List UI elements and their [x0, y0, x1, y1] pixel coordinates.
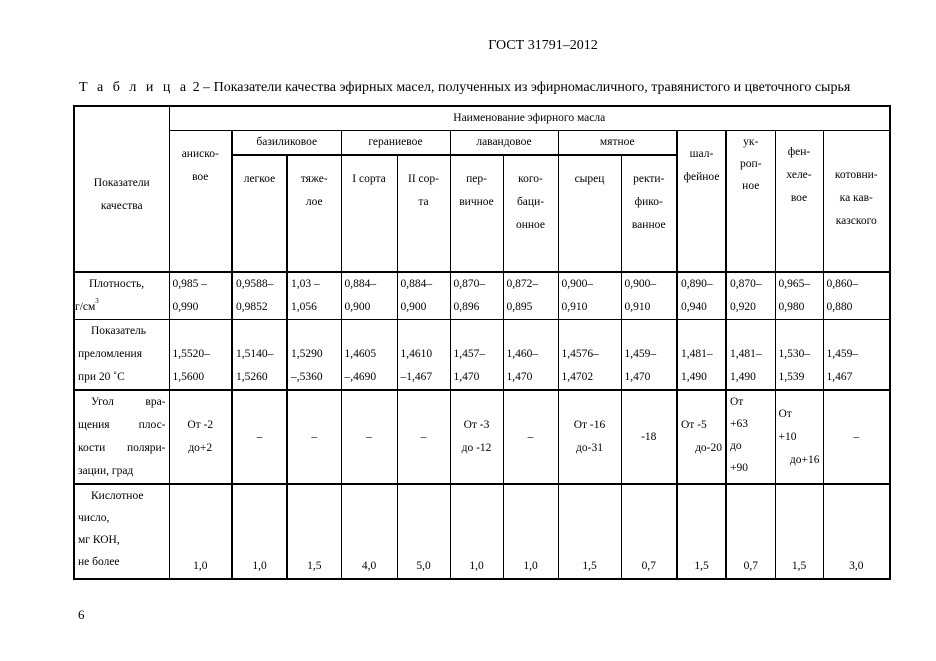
- header-fennel: [775, 131, 823, 273]
- cell-line: 1,03 –: [291, 278, 320, 290]
- subheader-geranium-2: [397, 155, 450, 272]
- label-line: кости поляри-: [78, 442, 166, 454]
- cell-line: –,4690: [344, 371, 377, 383]
- cell-line: 0,880: [826, 301, 853, 313]
- header-line: пер-: [466, 173, 487, 185]
- table-cell: [775, 390, 823, 484]
- header-line: II сор-: [408, 173, 439, 185]
- cell-line: 1,470: [453, 371, 480, 383]
- table-cell: 5,0: [397, 484, 450, 579]
- cell-line: 1,467: [826, 371, 853, 383]
- header-line: фен-: [787, 146, 811, 158]
- table-cell: [558, 272, 621, 320]
- table-cell: 1,0: [450, 484, 503, 579]
- header-line: фейное: [683, 171, 720, 183]
- table-cell: 1,5: [287, 484, 341, 579]
- label-line: Плотность,: [89, 278, 145, 290]
- subheader-basil-light: [232, 155, 287, 272]
- label-line: преломления: [78, 348, 142, 360]
- cell-line: От -3: [463, 419, 490, 431]
- table-cell: [397, 320, 450, 391]
- cell-line: +90: [730, 462, 748, 474]
- header-line: ка кав-: [839, 192, 873, 204]
- table-cell: [169, 272, 232, 320]
- header-line: фико-: [634, 196, 663, 208]
- cell-line: –1,467: [400, 371, 433, 383]
- header-line: хеле-: [786, 169, 812, 181]
- label-line: Показатель: [91, 325, 147, 337]
- header-line: ное: [742, 180, 760, 192]
- table-cell: –: [232, 390, 287, 484]
- cell-line: 0,9852: [236, 301, 268, 313]
- cell-line: +63: [730, 418, 748, 430]
- table-cell: 1,0: [232, 484, 287, 579]
- page-number: 6: [78, 607, 85, 622]
- cell-line: От -16: [573, 419, 606, 431]
- subheader-lavender-cohobation: [503, 155, 558, 272]
- table-caption: [79, 80, 850, 96]
- header-line: роп-: [740, 158, 762, 170]
- cell-line: 0,940: [681, 301, 707, 313]
- header-line: онное: [515, 219, 546, 231]
- cell-line: 0,910: [561, 301, 588, 313]
- table-cell: [450, 272, 503, 320]
- cell-line: 0,900: [344, 301, 371, 313]
- cell-line: 1,5520–: [172, 348, 210, 360]
- table-cell: 1,5: [775, 484, 823, 579]
- superscript: 3: [95, 297, 99, 305]
- header-line: казского: [835, 215, 877, 227]
- table-row-optical-rotation: [74, 390, 890, 484]
- label-line: Угол вра-: [91, 396, 166, 408]
- header-line: вое: [790, 192, 808, 204]
- cell-line: 0,870–: [730, 278, 762, 290]
- cell-line: 1,530–: [778, 348, 811, 360]
- header-line: баци-: [516, 196, 545, 208]
- cell-line: От: [778, 407, 792, 420]
- header-line: вое: [192, 171, 209, 183]
- table-cell: –: [341, 390, 397, 484]
- table-cell: [621, 320, 677, 391]
- label-line: зации, град: [78, 465, 134, 477]
- caption-text: 2 – Показатели качества эфирных масел, полученных из эфирномасличного, травянистого и цветочного сырья: [189, 80, 851, 95]
- table-cell: 1,5: [677, 484, 726, 579]
- cell-line: 1,459–: [826, 348, 859, 360]
- label-line: число,: [78, 512, 110, 524]
- table-cell: [823, 272, 890, 320]
- label-line: мг КОН,: [78, 534, 120, 546]
- header-line: котовни-: [834, 169, 878, 181]
- cell-line: 0,884–: [400, 278, 433, 290]
- row-label: [74, 320, 169, 391]
- corner-header-line: качества: [100, 200, 143, 212]
- table-cell: [341, 320, 397, 391]
- header-geranium: гераниевое: [341, 131, 450, 156]
- cell-line: 0,985 –: [172, 278, 207, 290]
- cell-line: 1,4576–: [561, 348, 599, 360]
- label-line: Кислотное: [91, 490, 144, 502]
- cell-line: 1,470: [506, 371, 533, 383]
- table-cell: [558, 390, 621, 484]
- header-line: сырец: [574, 173, 605, 185]
- cell-line: 1,5600: [172, 371, 205, 383]
- cell-line: 1,5260: [236, 371, 268, 383]
- cell-line: 0,890–: [681, 278, 713, 290]
- cell-line: 1,481–: [730, 348, 762, 360]
- cell-line: 1,5290: [291, 348, 323, 360]
- header-line: тяже-: [300, 173, 328, 185]
- cell-line: 0,896: [453, 301, 480, 313]
- table-cell: [397, 272, 450, 320]
- row-label: [74, 484, 169, 579]
- header-line: кого-: [518, 173, 543, 185]
- cell-line: 0,980: [778, 301, 805, 313]
- cell-line: до+16: [789, 453, 820, 466]
- cell-line: 0,965–: [778, 278, 811, 290]
- table-cell: [232, 320, 287, 391]
- cell-line: 0,910: [624, 301, 651, 313]
- table-cell: [726, 320, 775, 391]
- table-cell: 0,7: [621, 484, 677, 579]
- table-cell: [775, 272, 823, 320]
- cell-line: 1,4610: [400, 348, 433, 360]
- cell-line: 1,460–: [506, 348, 539, 360]
- header-sage: [677, 131, 726, 273]
- table-cell: –: [397, 390, 450, 484]
- cell-line: 0,895: [506, 301, 533, 313]
- table-cell: [450, 390, 503, 484]
- cell-line: От: [730, 396, 744, 408]
- table-cell: [775, 320, 823, 391]
- cell-line: до: [730, 440, 742, 452]
- cell-line: 0,860–: [826, 278, 859, 290]
- cell-line: 1,056: [291, 301, 317, 313]
- table-row-density: [74, 272, 890, 320]
- cell-line: 0,884–: [344, 278, 377, 290]
- header-basil: базиликовое: [232, 131, 341, 156]
- subheader-mint-rectified: [621, 155, 677, 272]
- header-line: вичное: [459, 196, 494, 208]
- table-cell: 4,0: [341, 484, 397, 579]
- cell-line: 0,900–: [561, 278, 594, 290]
- header-anise: [169, 131, 232, 273]
- cell-line: до-20: [695, 442, 722, 454]
- header-lavender: лавандовое: [450, 131, 558, 156]
- cell-line: до+2: [188, 442, 213, 454]
- table-cell: [169, 320, 232, 391]
- cell-line: 0,900: [400, 301, 427, 313]
- header-line: ректи-: [633, 173, 665, 185]
- row-label: [74, 272, 169, 320]
- caption-prefix: Т а б л и ц а: [79, 80, 190, 95]
- corner-header: [74, 106, 169, 272]
- header-line: I сорта: [352, 173, 386, 185]
- header-catnip: [823, 131, 890, 273]
- cell-line: От -5: [681, 419, 707, 431]
- table-cell: 0,7: [726, 484, 775, 579]
- header-line: легкое: [243, 173, 276, 185]
- header-line: аниско-: [181, 148, 219, 160]
- table-cell: 1,0: [169, 484, 232, 579]
- cell-line: 1,4702: [561, 371, 594, 383]
- cell-line: 1,459–: [624, 348, 657, 360]
- table-cell: [287, 320, 341, 391]
- cell-line: 0,900–: [624, 278, 657, 290]
- cell-line: 1,490: [681, 371, 707, 383]
- table-cell: 3,0: [823, 484, 890, 579]
- table-cell: [341, 272, 397, 320]
- cell-line: 1,5140–: [236, 348, 274, 360]
- cell-line: 1,457–: [453, 348, 486, 360]
- cell-line: до-31: [576, 442, 603, 454]
- cell-line: 1,4605: [344, 348, 377, 360]
- label-line: не более: [78, 556, 120, 568]
- table-cell: –: [287, 390, 341, 484]
- table-cell: [677, 272, 726, 320]
- subheader-geranium-1: [341, 155, 397, 272]
- header-mint: мятное: [558, 131, 677, 156]
- table-cell: [823, 320, 890, 391]
- cell-line: –,5360: [291, 371, 323, 383]
- cell-line: 0,872–: [506, 278, 539, 290]
- table-cell: [726, 390, 775, 484]
- subheader-basil-heavy: [287, 155, 341, 272]
- table-cell: [558, 320, 621, 391]
- cell-line: 0,990: [172, 301, 199, 313]
- cell-line: 0,920: [730, 301, 756, 313]
- header-line: та: [418, 196, 429, 208]
- table-cell: [726, 272, 775, 320]
- subheader-lavender-primary: [450, 155, 503, 272]
- table-cell: [232, 272, 287, 320]
- table-cell: [169, 390, 232, 484]
- corner-header-line: Показатели: [93, 177, 150, 189]
- subheader-mint-raw: [558, 155, 621, 272]
- header-line: шал-: [689, 148, 714, 160]
- quality-table: [73, 105, 891, 580]
- header-line: ванное: [631, 219, 666, 231]
- table-cell: 1,5: [558, 484, 621, 579]
- table-cell: [621, 272, 677, 320]
- table-cell: [450, 320, 503, 391]
- cell-line: От -2: [187, 419, 214, 431]
- cell-line: 1,490: [730, 371, 756, 383]
- label-line: при 20 ˚С: [78, 371, 125, 383]
- label-line: [75, 296, 166, 319]
- cell-line: до -12: [461, 442, 492, 454]
- header-line: лое: [305, 196, 323, 208]
- table-cell: 1,0: [503, 484, 558, 579]
- standard-number: ГОСТ 31791–2012: [488, 38, 598, 53]
- group-header: Наименование эфирного масла: [169, 106, 890, 131]
- table-row-acid-number: [74, 484, 890, 579]
- row-label: [74, 390, 169, 484]
- table-cell: [287, 272, 341, 320]
- label-text: г/см: [75, 301, 96, 313]
- table-cell: [503, 272, 558, 320]
- cell-line: +10: [778, 430, 797, 443]
- table-cell: -18: [621, 390, 677, 484]
- cell-line: 1,539: [778, 371, 805, 383]
- table-cell: [677, 320, 726, 391]
- table-cell: –: [503, 390, 558, 484]
- table-cell: [503, 320, 558, 391]
- cell-line: 0,9588–: [236, 278, 274, 290]
- header-dill: [726, 131, 775, 273]
- table-cell: [677, 390, 726, 484]
- cell-line: 0,870–: [453, 278, 486, 290]
- cell-line: 1,481–: [681, 348, 713, 360]
- table-cell: –: [823, 390, 890, 484]
- cell-line: 1,470: [624, 371, 651, 383]
- label-line: щения плос-: [78, 419, 166, 431]
- header-line: ук-: [743, 136, 759, 148]
- table-row-refractive-index: [74, 320, 890, 391]
